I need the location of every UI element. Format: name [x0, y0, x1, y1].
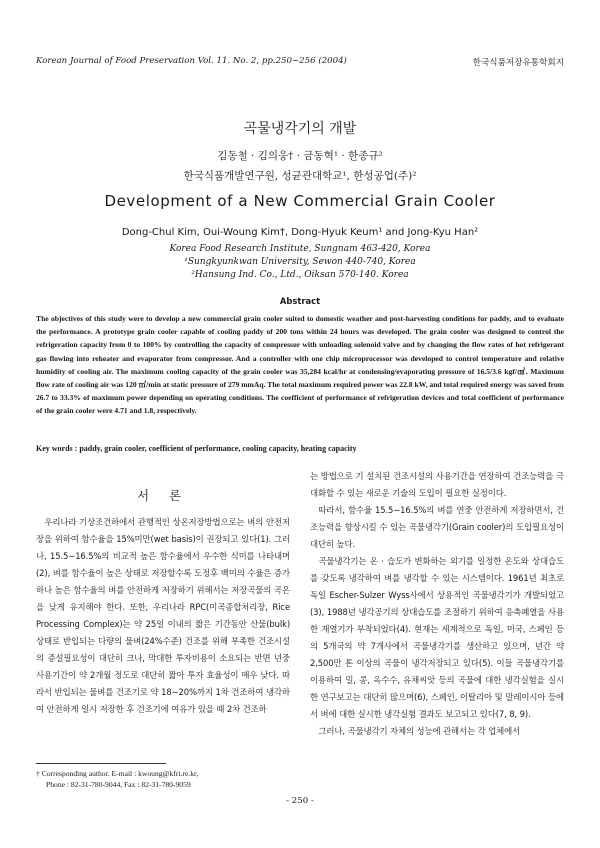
abstract-text: The objectives of this study were to develop a new commercial grain cooler suited to domestic weather and post-harvesting conditions for paddy, and to evaluate the performance. A prototype grain cooler capable of cooling paddy of 200 tons within 24 hours was developed. The grain cooler was designed to control the refrigeration capacity from 0 to 100% by controlling the capacity of compressor with unloading solenoid valve and by changing the flow rates of hot refrigerant gas flowing into reheater and evaporator from compressor. And a controller with one chip microprocessor was developed to control temperature and relative humidity of cooling air. The maximum cooling capacity of the grain cooler was 35,284 kcal/hr at condensing/evaporating pressure of 16.5/3.6 kgf/㎠. Maximum flow rate of cooling air was 120 ㎥/min at static pressure of 279 mmAq. The total maximum required power was 22.8 kW, and total required energy was saved from 26.7 to 33.3% of maximum power depending on operating conditions. The coefficient of performance of refrigeration devices and total coefficient of performance of the grain cooler were 4.71 and 1.8, respectively. [36, 314, 564, 416]
running-header [36, 56, 564, 70]
affiliation-line: Korea Food Research Institute, Sungnam 463-420, Korea [169, 244, 431, 254]
section-heading-introduction: 서 론 [136, 488, 190, 503]
abstract-heading: Abstract [279, 296, 321, 306]
english-authors: Dong-Chul Kim, Oui-Woung Kim†, Dong-Hyuk Keum¹ and Jong-Kyu Han² [121, 227, 479, 238]
footnote [36, 768, 290, 790]
affiliation-line: ¹Sungkyunkwan University, Sewon 440-740, Korea [184, 257, 416, 267]
keywords: Key words : paddy, grain cooler, coefficient of performance, cooling capacity, heating capacity [36, 444, 357, 453]
english-title: Development of a New Commercial Grain Cooler [104, 192, 496, 210]
page-number: - 250 - [286, 796, 314, 806]
paragraph: 우리나라 기상조건하에서 관행적인 상온저장방법으로는 벼의 안전저장을 위하여 함수율을 15%미만(wet basis)이 권장되고 있다(1). 그러나, 15.5∼16.5%의 비교적 높은 함수율에서 우수한 식미를 나타내며(2), 벼를 함수율이 높은 상태로 저장할수록 도정후 백미의 수율은 증가하나 높은 함수율의 벼를 안전하게 저장하기 위해서는 저장곡물의 곡온을 낮게 유지해야 한다. 또한, 우리나라 RPC(미곡종합처리장, Rice Processing Complex)는 약 25일 이내의 짧은 기간동안 산물(bulk)상태로 반입되는 다량의 물벼(24%수준) 건조를 위해 부족한 건조시설의 증설필요성이 대단히 크나, 막대한 투자비용이 소요되는 반면 년중 사용기간이 약 2개월 정도로 대단히 짧아 투자 효율성이 매우 낮다. 따라서 반입되는 물벼를 건조기로 약 18∼20%까지 1차 건조하여 냉각하여 안전하게 일시 저장한 후 건조기에 여유가 있을 때 2차 건조하 [36, 517, 290, 714]
footnote-rule [36, 763, 166, 764]
korean-affiliations: 한국식품개발연구원, 성균관대학교¹, 한성공업(주)² [183, 170, 417, 182]
english-affiliations [0, 243, 600, 282]
paragraph: 는 방법으로 기 설치된 건조시설의 사용기간을 연장하여 건조능력을 극대화할 수 있는 새로운 기술의 도입이 필요한 실정이다. [310, 471, 564, 498]
society-name: 한국식품저장유통학회지 [472, 58, 564, 68]
korean-title: 곡물냉각기의 개발 [243, 121, 357, 137]
journal-citation: Korean Journal of Food Preservation Vol. 11. No. 2, pp.250~256 (2004) [36, 56, 347, 66]
korean-authors: 김동철 · 김의웅† · 금동혁¹ · 한종규² [217, 150, 383, 162]
right-column [310, 468, 564, 740]
left-column [36, 514, 290, 718]
paragraph: 곡물냉각기는 온 · 습도가 변화하는 외기를 일정한 온도와 상대습도를 갖도록 냉각하여 벼를 냉각할 수 있는 시스템이다. 1961년 최초로 독일 Escher-Sulzer Wyss사에서 상용적인 곡물냉각기가 개발되었고(3), 1988년 냉각공기의 상대습도를 조절하기 위하여 응축폐열을 사용한 재열기가 부착되었다(4). 현재는 세계적으로 독일, 미국, 스페인 등의 5개국의 약 7개사에서 곡물냉각기를 생산하고 있으며, 년간 약 2,500만 톤 이상의 곡물이 냉각저장되고 있다(5). 이들 곡물냉각기를 이용하여 밀, 콩, 옥수수, 유채씨앗 등의 곡물에 대한 냉각실험을 실시한 연구보고는 대단히 많으며(6), 스페인, 이탈리아 및 말레이시아 등에서 벼에 대한 실시한 냉각실험 결과도 보고되고 있다(7, 8, 9). [310, 556, 564, 719]
footnote-phone: Phone : 82-31-780-9044, Fax : 82-31-780-9059 [46, 780, 191, 789]
footnote-email: † Corresponding author. E-mail : kwoung@kfri.re.kr, [36, 769, 199, 778]
paragraph: 따라서, 함수율 15.5∼16.5%의 벼를 연중 안전하게 저장하면서, 건조능력을 향상시킬 수 있는 곡물냉각기(Grain cooler)의 도입필요성이 대단히 높다. [310, 505, 564, 549]
affiliation-line: ²Hansung Ind. Co., Ltd., Oiksan 570-140. Korea [191, 270, 409, 280]
paragraph: 그러나, 곡물냉각기 자체의 성능에 관해서는 각 업체에서 [318, 726, 521, 736]
